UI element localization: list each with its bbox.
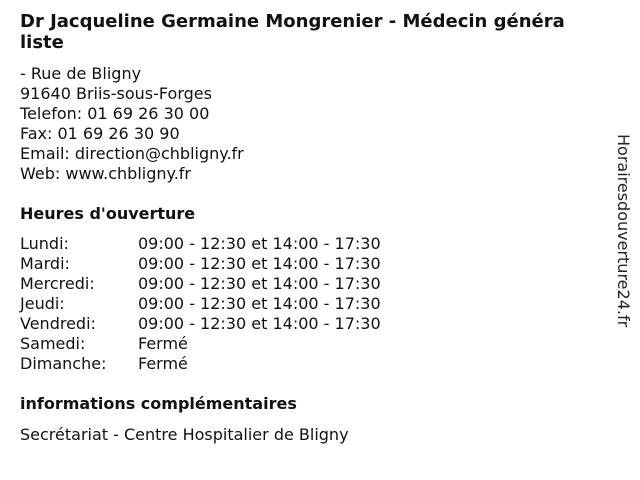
hours-value: Fermé [138,334,188,353]
street-address: - Rue de Bligny [20,64,142,83]
hours-row-wednesday [20,274,440,294]
hours-value: 09:00 - 12:30 et 14:00 - 17:30 [138,314,381,333]
address-block [20,64,244,184]
day-label: Lundi: [20,234,69,253]
hours-value: Fermé [138,354,188,373]
hours-row-tuesday [20,254,440,274]
day-label: Dimanche: [20,354,107,373]
phone-number: Telefon: 01 69 26 30 00 [20,104,210,123]
info-heading: informations complémentaires [20,394,297,413]
hours-table [20,234,440,374]
day-label: Mercredi: [20,274,95,293]
side-watermark [612,134,634,346]
hours-heading: Heures d'ouverture [20,204,196,223]
hours-row-sunday [20,354,440,374]
day-label: Vendredi: [20,314,96,333]
hours-value: 09:00 - 12:30 et 14:00 - 17:30 [138,254,381,273]
day-label: Mardi: [20,254,70,273]
page-title [20,11,632,53]
hours-row-saturday [20,334,440,354]
info-text: Secrétariat - Centre Hospitalier de Bligny [20,425,349,444]
hours-row-thursday [20,294,440,314]
hours-value: 09:00 - 12:30 et 14:00 - 17:30 [138,294,381,313]
email-address: Email: direction@chbligny.fr [20,144,244,163]
city-address: 91640 Briis-sous-Forges [20,84,212,103]
page-title-line-2: liste [20,32,64,53]
website-address: Web: www.chbligny.fr [20,164,191,183]
hours-row-monday [20,234,440,254]
hours-value: 09:00 - 12:30 et 14:00 - 17:30 [138,274,381,293]
day-label: Samedi: [20,334,86,353]
day-label: Jeudi: [20,294,65,313]
hours-value: 09:00 - 12:30 et 14:00 - 17:30 [138,234,381,253]
page-title-line-1: Dr Jacqueline Germaine Mongrenier - Médecin généra [20,11,565,32]
side-watermark-text: Horairesdouverture24.fr [614,134,633,328]
hours-row-friday [20,314,440,334]
fax-number: Fax: 01 69 26 30 90 [20,124,180,143]
